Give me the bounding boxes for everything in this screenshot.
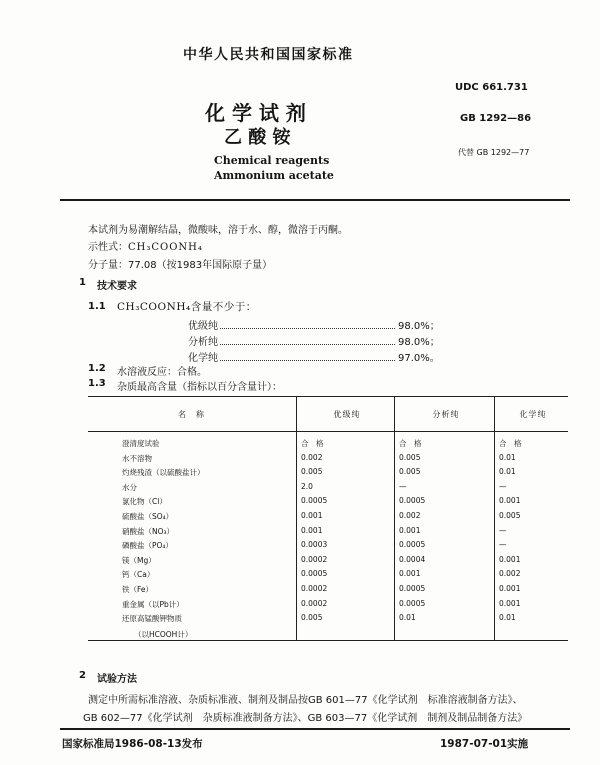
- value-gr: 0.001: [297, 511, 395, 526]
- value-ar: 0.0005: [395, 540, 495, 555]
- value-cp: —: [495, 540, 569, 555]
- value-cp: 0.001: [495, 496, 569, 511]
- impurity-name: 水分: [122, 482, 137, 492]
- value-cp: 0.01: [495, 467, 569, 482]
- impurity-name: 重金属（以Pb计）: [122, 599, 184, 609]
- clause-1-3-text: 杂质最高含量（指标以百分含量计）：: [117, 382, 282, 393]
- table-row: [88, 613, 568, 641]
- grade-label: 化学纯: [188, 353, 218, 364]
- value-gr: 0.001: [297, 526, 395, 541]
- table-row: [88, 453, 568, 468]
- value-gr: 0.0003: [297, 540, 395, 555]
- value-cp: —: [495, 526, 569, 541]
- clause-1-2-number: 1.2: [88, 363, 106, 374]
- impurity-name-line-1: 还原高锰酸钾物质: [122, 614, 182, 624]
- impurity-name: 铁（Fe）: [122, 584, 154, 594]
- table-row: [88, 540, 568, 555]
- page-title: 化 学 试 剂: [205, 101, 306, 125]
- table-row: [88, 496, 568, 511]
- table-row: [88, 526, 568, 541]
- molecular-mass-line: [88, 256, 272, 271]
- section-2-number: 2: [79, 670, 86, 681]
- table-row: [88, 599, 568, 614]
- impurity-name: 钙（Ca）: [122, 570, 155, 580]
- mass-label: 分子量：: [88, 260, 128, 271]
- value-ar: 0.0005: [395, 599, 495, 614]
- grade-value: 98.0%；: [398, 321, 440, 332]
- table-row: [88, 482, 568, 497]
- section-2-title: 试验方法: [97, 674, 137, 685]
- method-paragraph-line-1: 测定中所需标准溶液、杂质标准液、制剂及制品按GB 601—77《化学试剂 标准溶液制备方法》、: [88, 695, 523, 706]
- value-gr: 合 格: [297, 432, 395, 453]
- impurity-name: 灼烧残渣（以硫酸盐计）: [122, 468, 205, 478]
- impurity-name: 硫酸盐（SO₄）: [122, 511, 174, 521]
- table-row: [88, 511, 568, 526]
- value-cp: 0.005: [495, 511, 569, 526]
- value-gr: 0.0005: [297, 569, 395, 584]
- standard-title: 中华人民共和国国家标准: [183, 47, 354, 63]
- method-paragraph-line-2: GB 602—77《化学试剂 杂质标准液制备方法》、GB 603—77《化学试剂 制剂及制品制备方法》: [83, 713, 528, 724]
- value-gr: 0.005: [297, 613, 395, 641]
- clause-1-1-number: 1.1: [88, 301, 106, 312]
- value-ar: 0.0005: [395, 584, 495, 599]
- value-gr: 2.0: [297, 482, 395, 497]
- value-ar: 0.005: [395, 467, 495, 482]
- impurity-name: 水不溶物: [122, 453, 152, 463]
- value-gr: 0.0005: [297, 496, 395, 511]
- section-1-title: 技术要求: [97, 281, 137, 292]
- value-cp: 0.01: [495, 453, 569, 468]
- column-header-cp: 化学纯: [495, 397, 569, 432]
- header-divider: [60, 199, 570, 201]
- value-ar: 0.001: [395, 526, 495, 541]
- value-gr: 0.0002: [297, 584, 395, 599]
- impurity-name: 澄清度试验: [122, 439, 160, 448]
- grade-label: 分析纯: [188, 337, 218, 348]
- value-cp: 0.01: [495, 613, 569, 641]
- clause-1-3-number: 1.3: [88, 378, 106, 389]
- table-header-row: [88, 397, 568, 432]
- gb-number: GB 1292—86: [460, 113, 532, 124]
- column-header-gr: 优级纯: [297, 397, 395, 432]
- impurity-name: 氯化物（Cl）: [122, 497, 167, 507]
- description: 本试剂为易潮解结晶，微酸味，溶于水、醇，微溶于丙酮。: [88, 225, 348, 236]
- value-cp: 0.001: [495, 599, 569, 614]
- mass-value: 77.08（按1983年国际原子量）: [128, 260, 273, 271]
- value-gr: 0.005: [297, 467, 395, 482]
- effective-date: 1987-07-01实施: [440, 738, 529, 750]
- impurity-name-line-2: （以HCOOH计）: [134, 630, 193, 640]
- grade-value: 97.0%。: [398, 353, 440, 364]
- approval-date: 国家标准局1986-08-13发布: [62, 738, 203, 750]
- formula-value: CH₃COONH₄: [128, 242, 203, 253]
- english-title: Chemical reagents: [214, 154, 330, 167]
- value-ar: 0.001: [395, 569, 495, 584]
- value-ar: 合 格: [395, 432, 495, 453]
- grade-label: 优级纯: [188, 321, 218, 332]
- impurity-name: [88, 613, 297, 641]
- section-1-number: 1: [79, 277, 86, 288]
- formula-label: 示性式：: [88, 242, 128, 253]
- value-ar: 0.0004: [395, 555, 495, 570]
- value-gr: 0.002: [297, 453, 395, 468]
- page-subtitle: 乙 酸 铵: [224, 127, 291, 148]
- value-gr: 0.0002: [297, 599, 395, 614]
- value-cp: 合 格: [495, 432, 569, 453]
- value-ar: 0.005: [395, 453, 495, 468]
- grade-value: 98.0%；: [398, 337, 440, 348]
- table-row: [88, 584, 568, 599]
- value-cp: 0.002: [495, 569, 569, 584]
- grade-leader: [220, 328, 395, 329]
- clause-1-2-text: 水溶液反应：合格。: [117, 367, 207, 378]
- value-ar: 0.002: [395, 511, 495, 526]
- value-ar: 0.01: [395, 613, 495, 641]
- replaces-standard: 代替 GB 1292—77: [458, 148, 530, 157]
- table-row: [88, 569, 568, 584]
- footer-divider: [60, 728, 570, 730]
- english-subtitle: Ammonium acetate: [214, 169, 334, 182]
- clause-1-1-text: CH₃COONH₄含量不少于：: [117, 301, 257, 313]
- grade-leader: [220, 360, 395, 361]
- value-ar: —: [395, 482, 495, 497]
- impurity-table: [88, 396, 568, 641]
- grade-leader: [220, 344, 395, 345]
- value-cp: —: [495, 482, 569, 497]
- value-gr: 0.0002: [297, 555, 395, 570]
- impurity-name: 镁（Mg）: [122, 555, 156, 565]
- value-cp: 0.001: [495, 555, 569, 570]
- udc-number: UDC 661.731: [455, 82, 528, 93]
- impurity-name: 磷酸盐（PO₄）: [122, 541, 173, 551]
- value-ar: 0.0005: [395, 496, 495, 511]
- column-header-name: 名 称: [88, 397, 297, 432]
- table-row: [88, 467, 568, 482]
- impurity-name: 硝酸盐（NO₃）: [122, 526, 175, 536]
- table-row: [88, 432, 568, 453]
- value-cp: 0.001: [495, 584, 569, 599]
- column-header-ar: 分析纯: [395, 397, 495, 432]
- formula-line: [88, 238, 203, 253]
- table-row: [88, 555, 568, 570]
